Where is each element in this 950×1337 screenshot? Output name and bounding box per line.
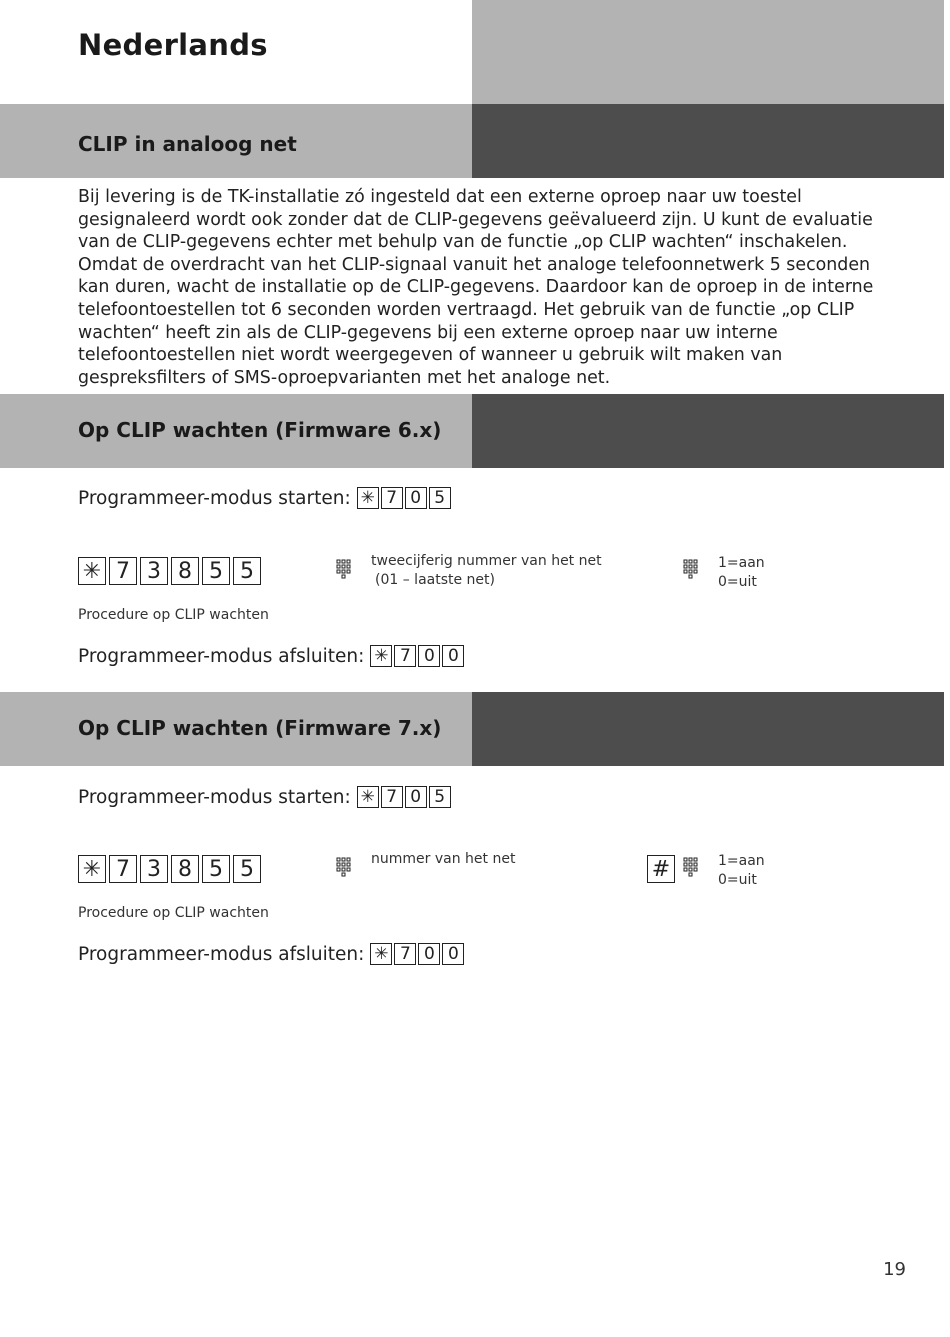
paragraph-line: van de CLIP-gegevens echter met behulp van de functie „op CLIP wachten“ inschakelen. [78,232,848,253]
digit-key: 5 [429,786,451,808]
section3-param1-text: nummer van het net [371,851,516,867]
section2-start-line [78,487,451,509]
section1-title: CLIP in analoog net [78,132,297,156]
section3-param2-text [718,852,765,890]
keypad-icon [683,559,699,583]
section1-paragraph [78,186,898,389]
star-key: ✳ [78,855,106,883]
paragraph-line: telefoontoestellen niet wordt weergegeven of wanneer u gebruik wilt maken van [78,345,783,366]
digit-key: 5 [202,855,230,883]
digit-key: 7 [394,943,416,965]
digit-key: 0 [418,943,440,965]
keypad-icon [336,857,352,881]
digit-key: 0 [418,645,440,667]
section2-procedure-keys [78,557,261,585]
param2-off: 0=uit [718,872,757,888]
section2-param2-text [718,554,765,592]
star-key: ✳ [78,557,106,585]
digit-key: 8 [171,557,199,585]
digit-key: 5 [429,487,451,509]
digit-key: 7 [394,645,416,667]
star-key: ✳ [357,487,379,509]
digit-key: 0 [405,786,427,808]
section3-start-line [78,786,451,808]
digit-key: 5 [202,557,230,585]
keypad-icon [336,559,352,583]
section2-param1-text [371,552,602,590]
section1-band-right [472,104,944,178]
language-title: Nederlands [78,28,268,62]
header-grey-block [472,0,944,104]
digit-key: 0 [442,943,464,965]
paragraph-line: Omdat de overdracht van het CLIP-signaal vanuit het analoge telefoonnetwerk 5 seconden [78,254,871,275]
digit-key: 7 [109,855,137,883]
section3-title: Op CLIP wachten (Firmware 7.x) [78,716,442,740]
digit-key: 5 [233,557,261,585]
paragraph-line: gesignaleerd wordt ook zonder dat de CLIP-gegevens geëvalueerd zijn. U kunt de evaluatie [78,209,873,230]
keypad-icon [683,857,699,881]
param2-on: 1=aan [718,555,765,571]
digit-key: 3 [140,557,168,585]
end-keys [370,645,464,667]
digit-key: 0 [442,645,464,667]
end-keys [370,943,464,965]
section2-title: Op CLIP wachten (Firmware 6.x) [78,418,442,442]
end-label: Programmeer-modus afsluiten: [78,943,365,965]
end-label: Programmeer-modus afsluiten: [78,645,365,667]
start-label: Programmeer-modus starten: [78,786,351,808]
digit-key: 5 [233,855,261,883]
paragraph-line: telefoontoestellen tot 6 seconden worden vertraagd. Het gebruik van de functie „op CLIP [78,299,855,320]
star-key: ✳ [370,943,392,965]
start-keys [357,786,451,808]
digit-key: 0 [405,487,427,509]
section2-band-right [472,394,944,468]
param1-line2: (01 – laatste net) [375,572,495,588]
star-key: ✳ [357,786,379,808]
paragraph-line: Bij levering is de TK-installatie zó ingesteld dat een externe oproep naar uw toestel [78,187,802,207]
digit-key: 3 [140,855,168,883]
param2-on: 1=aan [718,853,765,869]
param1-line1: tweecijferig nummer van het net [371,553,602,569]
paragraph-line: gespreksfilters of SMS-oproepvarianten met het analoge net. [78,367,611,388]
section3-procedure-caption: Procedure op CLIP wachten [78,905,269,921]
param2-off: 0=uit [718,574,757,590]
section3-end-line [78,943,464,965]
start-label: Programmeer-modus starten: [78,487,351,509]
paragraph-line: wachten“ heeft zin als de CLIP-gegevens bij een externe oproep naar uw interne [78,322,778,343]
star-key: ✳ [370,645,392,667]
start-keys [357,487,451,509]
section3-band-right [472,692,944,766]
page-number: 19 [883,1259,906,1280]
digit-key: 7 [109,557,137,585]
digit-key: 8 [171,855,199,883]
digit-key: 7 [381,786,403,808]
paragraph-line: kan duren, wacht de installatie op de CLIP-gegevens. Daardoor kan de oproep in de interne [78,277,874,298]
hash-key: # [647,855,675,883]
section3-procedure-keys [78,855,261,883]
section2-end-line [78,645,464,667]
digit-key: 7 [381,487,403,509]
section2-procedure-caption: Procedure op CLIP wachten [78,607,269,623]
